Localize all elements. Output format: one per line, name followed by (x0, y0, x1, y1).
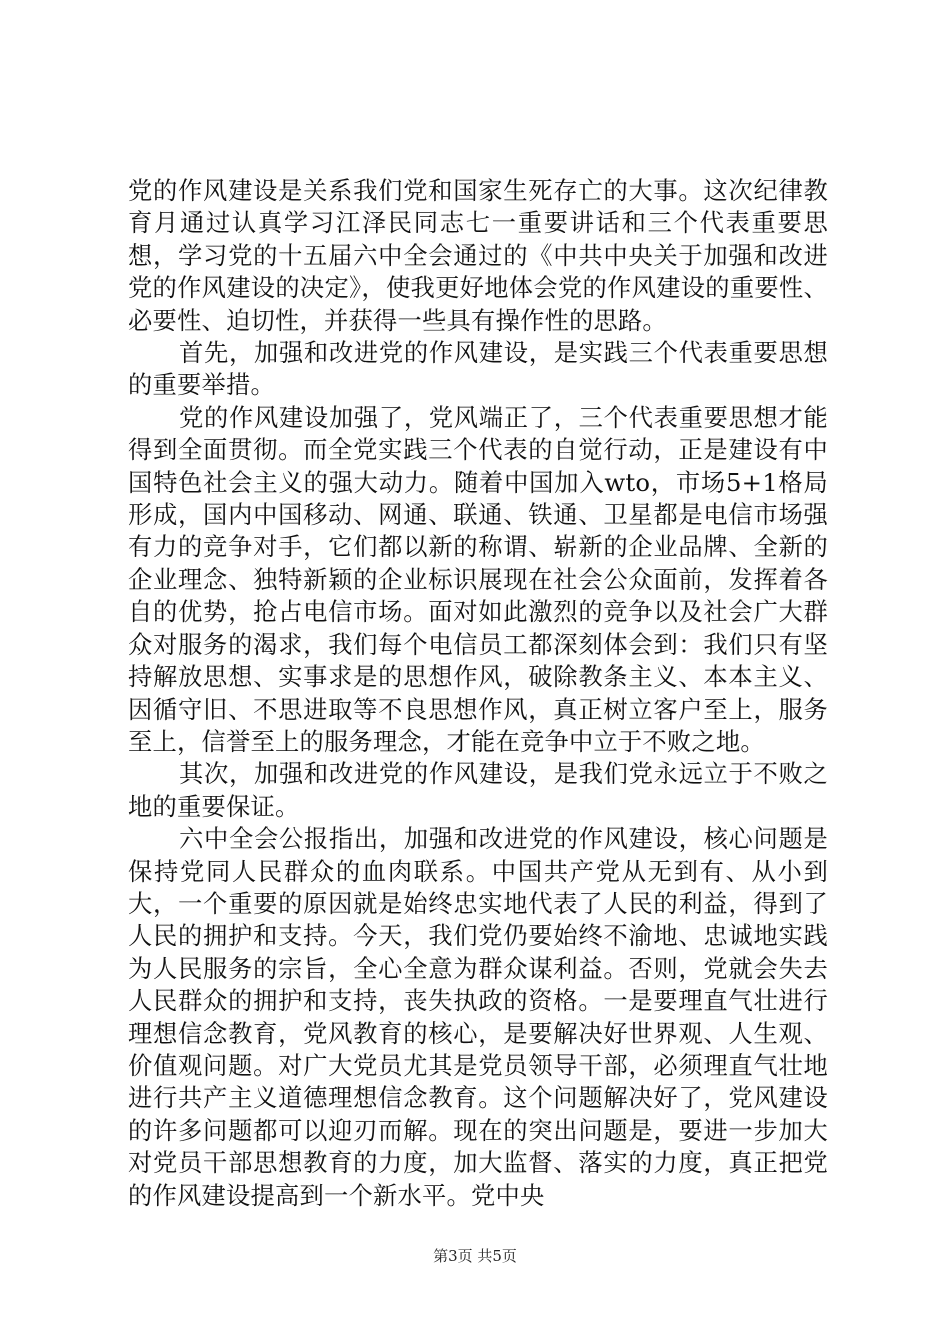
paragraph-first-detail: 党的作风建设加强了，党风端正了，三个代表重要思想才能得到全面贯彻。而全党实践三个代表的自觉行动，正是建设有中国特色社会主义的强大动力。随着中国加入wto，市场5+1格局形成，国内中国移动、网通、联通、铁通、卫星都是电信市场强有力的竞争对手，它们都以新的称谓、崭新的企业品牌、全新的企业理念、独特新颖的企业标识展现在社会公众面前，发挥着各自的优势，抢占电信市场。面对如此激烈的竞争以及社会广大群众对服务的渴求，我们每个电信员工都深刻体会到：我们只有坚持解放思想、实事求是的思想作风，破除教条主义、本本主义、因循守旧、不思进取等不良思想作风，真正树立客户至上，服务至上，信誉至上的服务理念，才能在竞争中立于不败之地。 (128, 402, 828, 756)
page-number-footer: 第3页 共5页 (433, 1247, 517, 1265)
document-body (128, 175, 828, 1212)
paragraph-second-point: 其次，加强和改进党的作风建设，是我们党永远立于不败之地的重要保证。 (128, 759, 828, 821)
paragraph-second-detail: 六中全会公报指出，加强和改进党的作风建设，核心问题是保持党同人民群众的血肉联系。中国共产党从无到有、从小到大，一个重要的原因就是始终忠实地代表了人民的利益，得到了人民的拥护和支持。今天，我们党仍要始终不渝地、忠诚地实践为人民服务的宗旨，全心全意为群众谋利益。否则，党就会失去人民群众的拥护和支持，丧失执政的资格。一是要理直气壮进行理想信念教育，党风教育的核心，是要解决好世界观、人生观、价值观问题。对广大党员尤其是党员领导干部，必须理直气壮地进行共产主义道德理想信念教育。这个问题解决好了，党风建设的许多问题都可以迎刃而解。现在的突出问题是，要进一步加大对党员干部思想教育的力度，加大监督、落实的力度，真正把党的作风建设提高到一个新水平。党中央 (128, 824, 828, 1210)
paragraph-intro: 党的作风建设是关系我们党和国家生死存亡的大事。这次纪律教育月通过认真学习江泽民同志七一重要讲话和三个代表重要思想，学习党的十五届六中全会通过的《中共中央关于加强和改进党的作风建设的决定》，使我更好地体会党的作风建设的重要性、必要性、迫切性，并获得一些具有操作性的思路。 (128, 176, 828, 335)
paragraph-first-point: 首先，加强和改进党的作风建设，是实践三个代表重要思想的重要举措。 (128, 338, 828, 400)
